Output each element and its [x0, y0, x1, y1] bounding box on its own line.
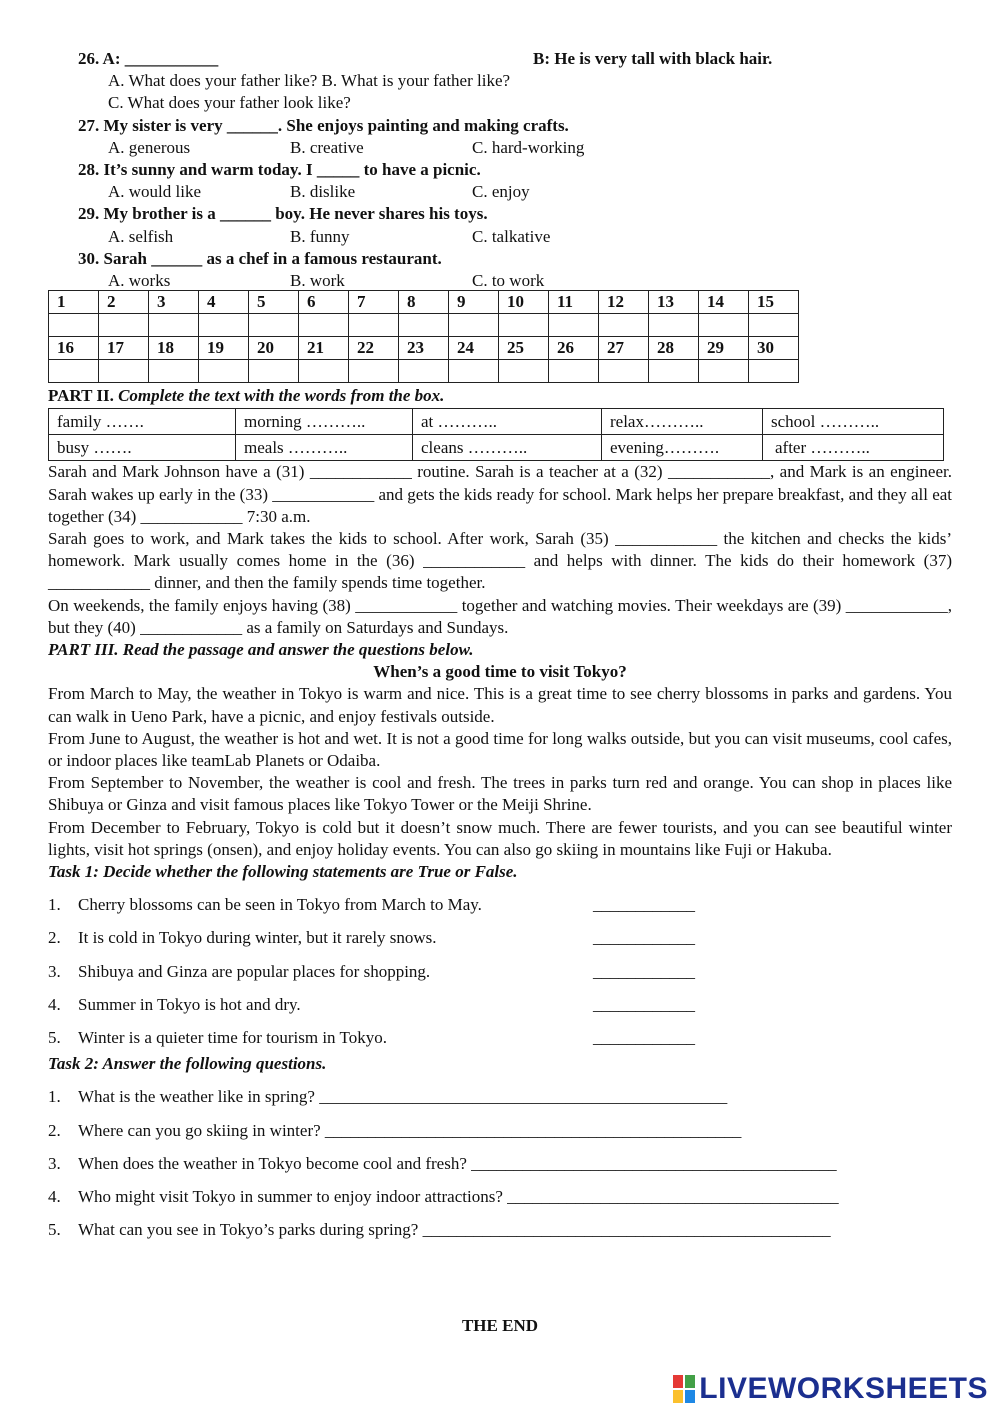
question-stem: 28. It’s sunny and warm today. I _____ to have a picnic.: [78, 159, 481, 179]
part2-heading: [48, 385, 952, 407]
answer-cell[interactable]: [699, 314, 749, 337]
answer-cell[interactable]: [549, 360, 599, 383]
word-cell: morning ………..: [236, 409, 413, 435]
word-cell: evening……….: [602, 435, 763, 461]
option-a: A. works: [108, 270, 171, 290]
answer-cell[interactable]: [499, 360, 549, 383]
word-cell: relax………..: [602, 409, 763, 435]
option-b: B. creative: [290, 137, 364, 157]
grid-number-cell: 13: [649, 291, 699, 314]
option-a: A. would like: [108, 182, 202, 202]
question-26-answer: B: He is very tall with black hair.: [533, 49, 773, 68]
true-false-item: [48, 955, 952, 988]
grid-answer-row-2: [49, 360, 799, 383]
answer-cell[interactable]: [449, 360, 499, 383]
answer-cell[interactable]: [149, 360, 199, 383]
answer-cell[interactable]: [299, 314, 349, 337]
word-cell: at ………..: [413, 409, 602, 435]
word-cell: school ………..: [763, 409, 944, 435]
word-cell: after ………..: [763, 435, 944, 461]
question-item: [48, 1213, 952, 1246]
word-box-row-1: [49, 409, 944, 435]
option-b: B. funny: [290, 226, 350, 246]
option-a: A. selfish: [108, 226, 174, 246]
answer-cell[interactable]: [649, 314, 699, 337]
option-b: B. dislike: [290, 182, 356, 202]
answer-cell[interactable]: [49, 314, 99, 337]
grid-number-cell: 21: [299, 337, 349, 360]
true-false-item: [48, 921, 952, 954]
grid-number-cell: 7: [349, 291, 399, 314]
question-26-options-1: A. What does your father like? B. What is your father like?: [108, 71, 511, 91]
statement-text: Shibuya and Ginza are popular places for shopping.: [78, 961, 431, 981]
answer-grid: [48, 290, 799, 383]
true-false-answer-blank[interactable]: ____________: [593, 928, 695, 948]
question-28: [48, 159, 952, 203]
grid-number-cell: 8: [399, 291, 449, 314]
true-false-answer-blank[interactable]: ____________: [593, 994, 695, 1014]
question-options: [48, 270, 952, 292]
answer-cell[interactable]: [699, 360, 749, 383]
cloze-paragraph-3: On weekends, the family enjoys having (38) ____________ together and watching movies. Their weekdays are (39) ____________, but they (40) ____________ as a family on Saturdays and Sundays.: [48, 595, 952, 637]
item-number: 1.: [48, 895, 61, 915]
question-26-stem: 26. A: ___________: [78, 49, 219, 68]
grid-number-cell: 9: [449, 291, 499, 314]
grid-answer-row-1: [49, 314, 799, 337]
question-item: [48, 1080, 952, 1113]
cloze-paragraph-2: Sarah goes to work, and Mark takes the kids to school. After work, Sarah (35) ____________ the kitchen and checks the kids’ homework. Mark usually comes home in the (36) ____________ and helps with dinner. The kids do their homework (37) ____________ dinner, and then the family spends time together.: [48, 528, 952, 593]
question-item: [48, 1147, 952, 1180]
answer-cell[interactable]: [349, 360, 399, 383]
question-30: [48, 248, 952, 292]
worksheet-page: [48, 48, 952, 1246]
grid-header-row-2: [49, 337, 799, 360]
grid-number-cell: 19: [199, 337, 249, 360]
passage-title: When’s a good time to visit Tokyo?: [373, 662, 627, 682]
answer-cell[interactable]: [349, 314, 399, 337]
grid-number-cell: 15: [749, 291, 799, 314]
grid-number-cell: 5: [249, 291, 299, 314]
statement-text: Winter is a quieter time for tourism in Tokyo.: [78, 1027, 387, 1047]
option-b: B. work: [290, 270, 345, 290]
item-number: 3.: [48, 961, 61, 981]
watermark-text: LIVEWORKSHEETS: [699, 1372, 988, 1405]
answer-cell[interactable]: [599, 314, 649, 337]
word-cell: meals ………..: [236, 435, 413, 461]
grid-number-cell: 30: [749, 337, 799, 360]
item-number: 1.: [48, 1087, 61, 1107]
logo-square-yellow: [673, 1390, 683, 1403]
question-26: [48, 48, 952, 70]
option-c: C. hard-working: [472, 137, 585, 157]
grid-number-cell: 11: [549, 291, 599, 314]
question-stem: 30. Sarah ______ as a chef in a famous restaurant.: [78, 248, 442, 268]
grid-number-cell: 2: [99, 291, 149, 314]
grid-number-cell: 12: [599, 291, 649, 314]
passage-paragraph-spring: From March to May, the weather in Tokyo is warm and nice. This is a great time to see cherry blossoms in parks and gardens. You can walk in Ueno Park, have a picnic, and enjoy festivals outside.: [48, 684, 952, 726]
question-29: [48, 203, 952, 247]
statement-text: It is cold in Tokyo during winter, but it rarely snows.: [78, 928, 437, 948]
answer-cell[interactable]: [749, 314, 799, 337]
true-false-answer-blank[interactable]: ____________: [593, 1027, 695, 1047]
grid-number-cell: 22: [349, 337, 399, 360]
answer-cell[interactable]: [249, 360, 299, 383]
logo-square-blue: [685, 1390, 695, 1403]
grid-number-cell: 14: [699, 291, 749, 314]
true-false-answer-blank[interactable]: ____________: [593, 895, 695, 915]
part2-label: PART II.: [48, 386, 114, 406]
word-cell: cleans ………..: [413, 435, 602, 461]
answer-cell[interactable]: [449, 314, 499, 337]
grid-number-cell: 4: [199, 291, 249, 314]
the-end-label: THE END: [461, 1316, 539, 1335]
part2-instruction: Complete the text with the words from the box.: [113, 386, 445, 406]
question-item: [48, 1114, 952, 1147]
task1-heading: Task 1: Decide whether the following statements are True or False.: [48, 862, 518, 882]
answer-cell[interactable]: [549, 314, 599, 337]
question-options: [48, 137, 952, 159]
grid-number-cell: 26: [549, 337, 599, 360]
passage-paragraph-winter: From December to February, Tokyo is cold but it doesn’t snow much. There are fewer tourists, and you can see beautiful winter lights, visit hot springs (onsen), and enjoy holiday events. You can also go skiing in mountains like Fuji or Hakuba.: [48, 817, 952, 859]
item-number: 5.: [48, 1220, 61, 1240]
grid-number-cell: 29: [699, 337, 749, 360]
grid-number-cell: 3: [149, 291, 199, 314]
grid-number-cell: 18: [149, 337, 199, 360]
question-options: [48, 181, 952, 203]
option-c: C. enjoy: [472, 182, 530, 202]
item-number: 4.: [48, 1186, 61, 1206]
question-item: [48, 1180, 952, 1213]
grid-header-row-1: [49, 291, 799, 314]
answer-cell[interactable]: [399, 360, 449, 383]
answer-cell[interactable]: [99, 314, 149, 337]
grid-number-cell: 1: [49, 291, 99, 314]
question-stem: 27. My sister is very ______. She enjoys painting and making crafts.: [78, 115, 569, 135]
question-with-answer-line[interactable]: What is the weather like in spring? ________________________________________________: [78, 1087, 728, 1107]
answer-cell[interactable]: [49, 360, 99, 383]
true-false-item: [48, 988, 952, 1021]
passage-paragraph-summer: From June to August, the weather is hot and wet. It is not a good time for long walks outside, but you can visit museums, cool cafes, or indoor places like teamLab Planets or Odaiba.: [48, 728, 952, 770]
option-c: C. to work: [472, 270, 545, 290]
task2-heading: Task 2: Answer the following questions.: [48, 1054, 327, 1074]
item-number: 3.: [48, 1153, 61, 1173]
grid-number-cell: 27: [599, 337, 649, 360]
grid-number-cell: 24: [449, 337, 499, 360]
question-options: [48, 226, 952, 248]
answer-cell[interactable]: [249, 314, 299, 337]
liveworksheets-watermark: [673, 1372, 988, 1406]
answer-cell[interactable]: [649, 360, 699, 383]
grid-number-cell: 28: [649, 337, 699, 360]
answer-cell[interactable]: [199, 314, 249, 337]
grid-number-cell: 16: [49, 337, 99, 360]
question-with-answer-line[interactable]: Where can you go skiing in winter? _________________________________________________: [78, 1120, 742, 1140]
true-false-answer-blank[interactable]: ____________: [593, 961, 695, 981]
answer-cell[interactable]: [399, 314, 449, 337]
answer-cell[interactable]: [99, 360, 149, 383]
grid-number-cell: 6: [299, 291, 349, 314]
option-c: C. talkative: [472, 226, 551, 246]
question-with-answer-line[interactable]: Who might visit Tokyo in summer to enjoy indoor attractions? _______________________________________: [78, 1186, 839, 1206]
grid-number-cell: 17: [99, 337, 149, 360]
statement-text: Cherry blossoms can be seen in Tokyo from March to May.: [78, 895, 482, 915]
answer-cell[interactable]: [749, 360, 799, 383]
logo-square-green: [685, 1375, 695, 1388]
cloze-paragraph-1: Sarah and Mark Johnson have a (31) ____________ routine. Sarah is a teacher at a (32) ____________, and Mark is an engineer. Sarah wakes up early in the (33) ____________ and gets the kids ready for school. Mark helps her prepare breakfast, and they all eat together (34) ____________ 7:30 a.m.: [48, 462, 953, 526]
grid-number-cell: 20: [249, 337, 299, 360]
grid-number-cell: 25: [499, 337, 549, 360]
word-box-row-2: [49, 435, 944, 461]
question-with-answer-line[interactable]: When does the weather in Tokyo become cool and fresh? ___________________________________________: [78, 1153, 837, 1173]
answer-cell[interactable]: [299, 360, 349, 383]
task2-list: [48, 1080, 952, 1246]
word-cell: family …….: [49, 409, 236, 435]
grid-number-cell: 23: [399, 337, 449, 360]
answer-cell[interactable]: [499, 314, 549, 337]
word-box: [48, 408, 944, 461]
question-with-answer-line[interactable]: What can you see in Tokyo’s parks during spring? ________________________________________________: [78, 1220, 831, 1240]
true-false-item: [48, 1021, 952, 1054]
true-false-item: [48, 888, 952, 921]
word-cell: busy …….: [49, 435, 236, 461]
option-a: A. generous: [108, 137, 191, 157]
liveworksheets-logo-icon: [673, 1375, 695, 1403]
part3-heading: PART III. Read the passage and answer the questions below.: [48, 639, 474, 659]
answer-cell[interactable]: [149, 314, 199, 337]
answer-cell[interactable]: [599, 360, 649, 383]
question-27: [48, 115, 952, 159]
passage-paragraph-autumn: From September to November, the weather is cool and fresh. The trees in parks turn red and orange. You can shop in places like Shibuya or Ginza and visit famous places like Tokyo Tower or the Meiji Shrine.: [48, 773, 952, 815]
question-stem: 29. My brother is a ______ boy. He never shares his toys.: [78, 204, 488, 224]
item-number: 2.: [48, 928, 61, 948]
statement-text: Summer in Tokyo is hot and dry.: [78, 994, 301, 1014]
item-number: 2.: [48, 1120, 61, 1140]
grid-number-cell: 10: [499, 291, 549, 314]
question-26-options-2: C. What does your father look like?: [108, 93, 351, 113]
answer-cell[interactable]: [199, 360, 249, 383]
task1-list: [48, 888, 952, 1054]
item-number: 5.: [48, 1027, 61, 1047]
item-number: 4.: [48, 994, 61, 1014]
logo-square-red: [673, 1375, 683, 1388]
